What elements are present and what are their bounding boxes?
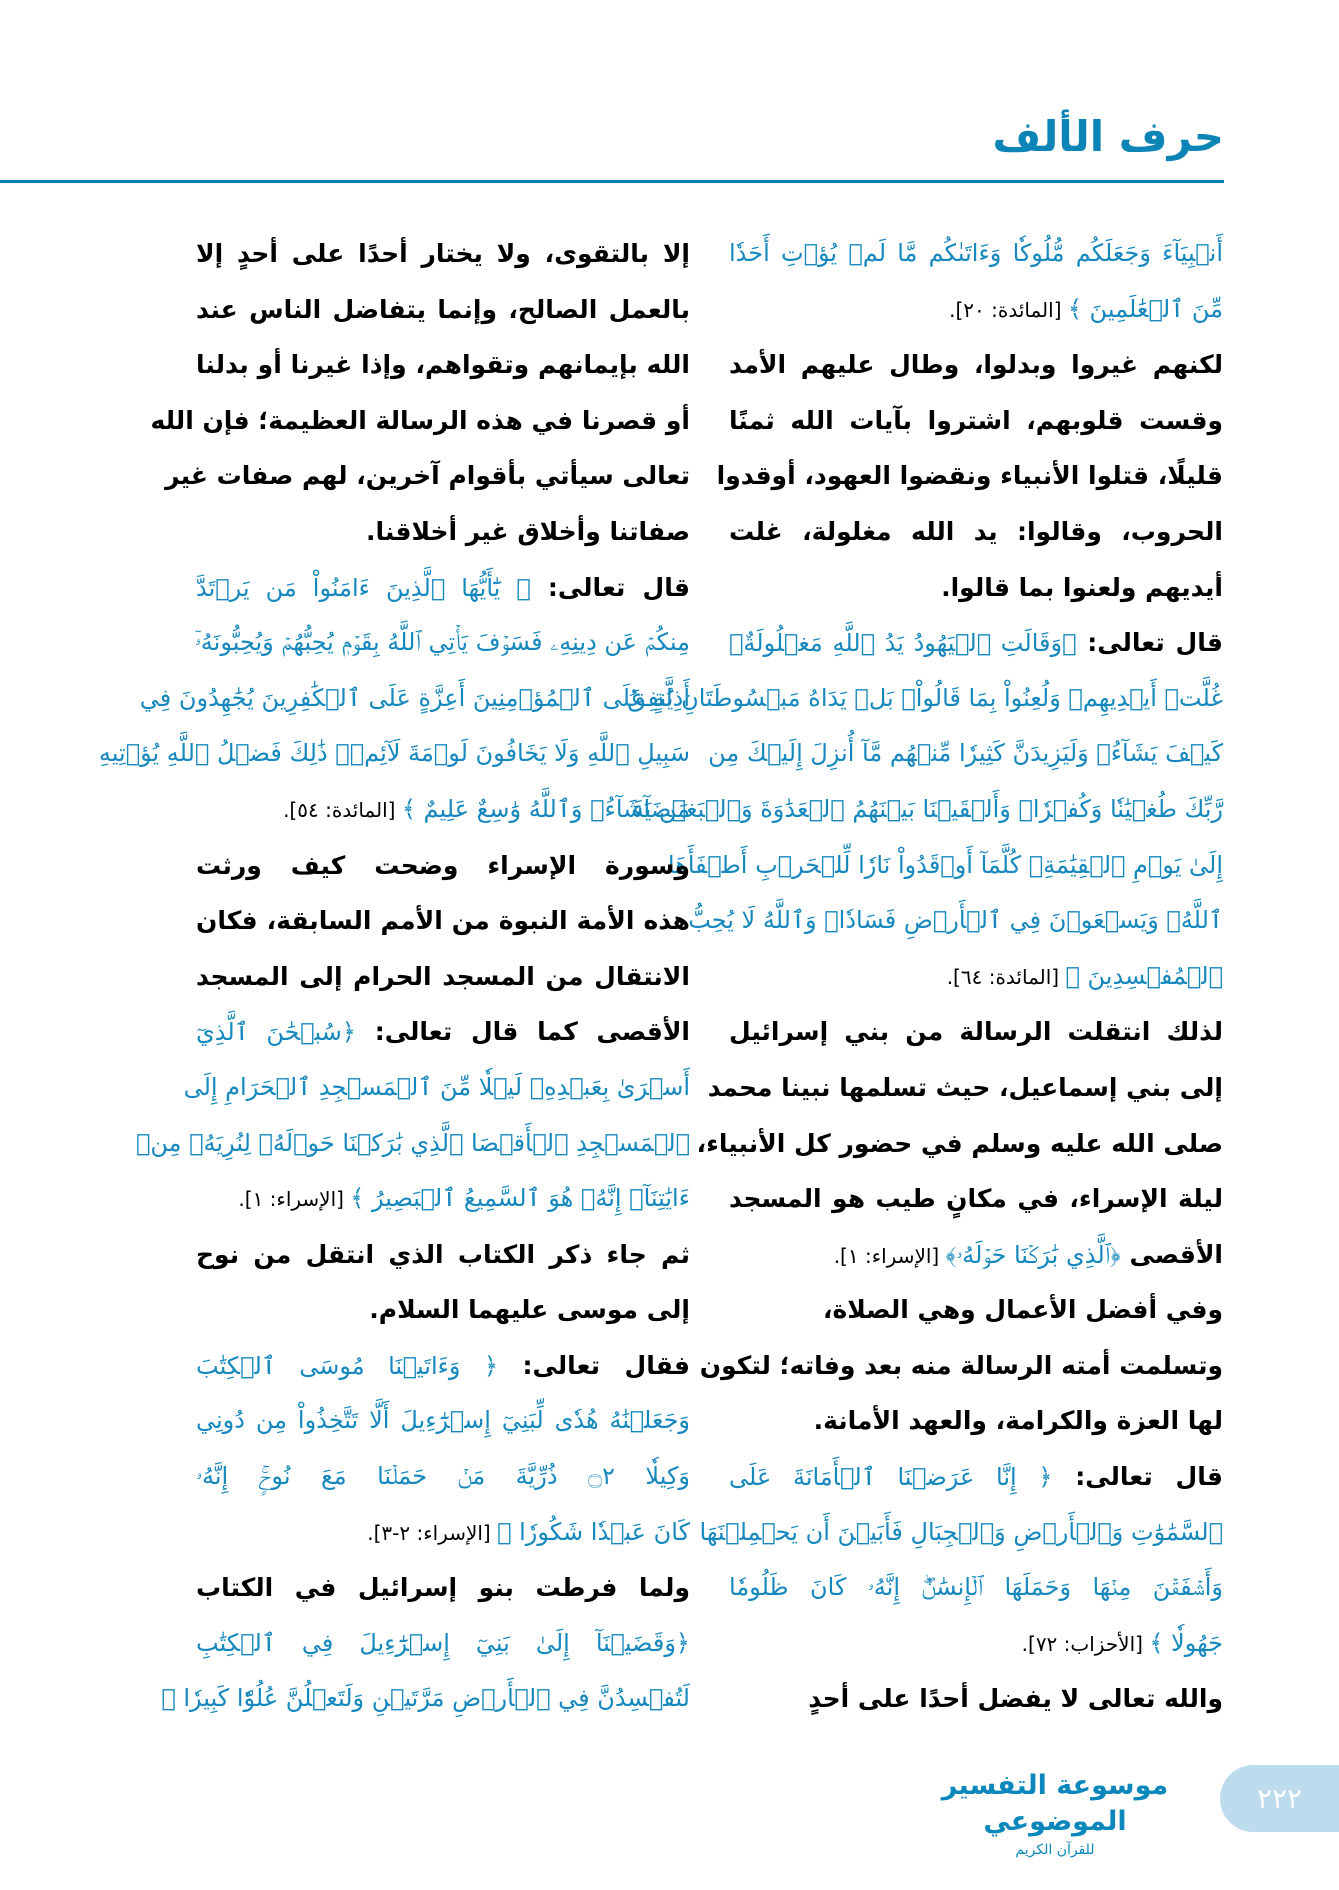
verse-reference: [الأحزاب: ٧٢]. <box>1021 1631 1150 1656</box>
text-line <box>627 671 1223 727</box>
body-text: الله بإيمانهم وتقواهم، وإذا غيرنا أو بدلنا <box>196 350 690 380</box>
text-line <box>729 1393 1223 1449</box>
quran-verse: جَهُولٗا ﴾ <box>1149 1628 1223 1657</box>
body-text: قال تعالى: <box>1052 1462 1223 1492</box>
verse-reference: [المائدة: ٦٤]. <box>946 964 1066 989</box>
text-line <box>136 1116 690 1172</box>
quran-verse: ﴿وَقَضَيۡنَآ إِلَىٰ بَنِيٓ إِسۡرَٰٓءِيلَ فِي ٱلۡكِتَٰبِ <box>196 1628 690 1657</box>
text-line <box>729 226 1223 282</box>
verse-reference: [الإسراء: ٢-٣]. <box>367 1520 498 1545</box>
quran-verse: ﴿ وَءَاتَيۡنَا مُوسَى ٱلۡكِتَٰبَ <box>196 1351 498 1380</box>
text-line <box>196 1616 690 1672</box>
text-line <box>729 1616 1223 1672</box>
body-text: تعالى سيأتي بأقوام آخرين، لهم صفات غير <box>165 461 690 491</box>
text-line <box>729 1671 1223 1727</box>
body-text: أو قصرنا في هذه الرسالة العظيمة؛ فإن الله <box>150 405 690 435</box>
body-text: هذه الأمة النبوة من الأمم السابقة، فكان <box>196 906 690 936</box>
body-text: قال تعالى: <box>530 572 691 602</box>
logo-subtitle: للقرآن الكريم <box>1015 1842 1095 1858</box>
text-line <box>183 1060 690 1116</box>
text-line <box>729 393 1223 449</box>
text-line <box>196 560 690 616</box>
quran-verse: ﴿وَقَالَتِ ٱلۡيَهُودُ يَدُ ٱللَّهِ مَغۡلُولَةٌۚ <box>729 629 1077 658</box>
text-line <box>729 949 1223 1005</box>
quran-verse: ﴿سُبۡحَٰنَ ٱلَّذِيٓ <box>196 1018 356 1047</box>
text-line <box>196 1393 690 1449</box>
quran-verse: ٱلۡمَسۡجِدِ ٱلۡأَقۡصَا ٱلَّذِي بَٰرَكۡنَا حَوۡلَهُۥ لِنُرِيَهُۥ مِنۡ <box>136 1128 690 1157</box>
text-line <box>196 615 690 671</box>
quran-verse: رَّبِّكَ طُغۡيَٰنٗا وَكُفۡرٗاۚ وَأَلۡقَيۡنَا بَيۡنَهُمُ ٱلۡعَدَٰوَةَ وَٱلۡبَغۡضَآءَ <box>632 794 1223 823</box>
text-line <box>699 1505 1223 1561</box>
verse-reference: [الإسراء: ١]. <box>833 1243 946 1268</box>
text-line <box>729 1560 1223 1616</box>
right-column <box>627 226 1223 1727</box>
body-text: إلا بالتقوى، ولا يختار أحدًا على أحدٍ إلا <box>196 239 690 268</box>
text-line <box>729 1227 1223 1283</box>
body-text: لها العزة والكرامة، والعهد الأمانة. <box>813 1406 1223 1436</box>
text-line <box>139 671 690 727</box>
chapter-title: حرف الألف <box>992 112 1224 161</box>
body-text: وقست قلوبهم، اشتروا بآيات الله ثمنًا <box>729 405 1223 435</box>
text-line <box>196 1282 690 1338</box>
quran-verse: ﴿ٱلَّذِي بَٰرَكۡنَا حَوۡلَهُۥ﴾ <box>945 1240 1121 1269</box>
text-line <box>196 1004 690 1060</box>
body-text: قليلًا، قتلوا الأنبياء ونقضوا العهود، أوقدوا <box>716 461 1223 491</box>
text-line <box>729 1282 1223 1338</box>
body-text: ليلة الإسراء، في مكانٍ طيب هو المسجد <box>729 1184 1223 1214</box>
quran-verse: ٱللَّهُۚ وَيَسۡعَوۡنَ فِي ٱلۡأَرۡضِ فَسَادٗاۚ وَٱللَّهُ لَا يُحِبُّ <box>688 906 1223 935</box>
text-line <box>196 949 690 1005</box>
page-number: ٢٢٢ <box>1220 1765 1339 1832</box>
text-line <box>150 393 690 449</box>
text-line <box>196 504 690 560</box>
text-line <box>196 1227 690 1283</box>
text-line <box>196 893 690 949</box>
body-text: أيديهم ولعنوا بما قالوا. <box>941 572 1223 602</box>
body-text: إلى بني إسماعيل، حيث تسلمها نبينا محمد <box>707 1072 1223 1102</box>
text-line <box>729 560 1223 616</box>
text-line <box>696 1116 1223 1172</box>
text-line <box>729 1449 1223 1505</box>
body-text: صلى الله عليه وسلم في حضور كل الأنبياء، <box>696 1128 1223 1158</box>
verse-reference: [المائدة: ٢٠]. <box>949 297 1068 322</box>
body-text: والله تعالى لا يفضل أحدًا على أحدٍ <box>808 1684 1223 1714</box>
quran-verse: أَسۡرَىٰ بِعَبۡدِهِۦ لَيۡلٗا مِّنَ ٱلۡمَسۡجِدِ ٱلۡحَرَامِ إِلَى <box>183 1072 690 1101</box>
text-line <box>699 1338 1223 1394</box>
quran-verse: كَيۡفَ يَشَآءُۚ وَلَيَزِيدَنَّ كَثِيرٗا مِّنۡهُم مَّآ أُنزِلَ إِلَيۡكَ مِن <box>708 739 1223 768</box>
body-text: بالعمل الصالح، وإنما يتفاضل الناس عند <box>196 294 690 324</box>
body-text: إلى موسى عليهما السلام. <box>369 1295 690 1325</box>
quran-verse: مِّنَ ٱلۡعَٰلَمِينَ ﴾ <box>1067 294 1223 323</box>
body-text: الأقصى <box>1120 1239 1223 1269</box>
text-line <box>688 893 1223 949</box>
body-text: فقال تعالى: <box>497 1350 690 1380</box>
quran-verse: وَأَشۡفَقۡنَ مِنۡهَا وَحَمَلَهَا ٱلۡإِنسَٰنُۖ إِنَّهُۥ كَانَ ظَلُومٗا <box>729 1573 1223 1602</box>
text-line <box>632 782 1223 838</box>
quran-verse: ءَايَٰتِنَآۚ إِنَّهُۥ هُوَ ٱلسَّمِيعُ ٱلۡبَصِيرُ ﴾ <box>350 1184 690 1213</box>
text-line <box>196 1338 690 1394</box>
body-text: وتسلمت أمته الرسالة منه بعد وفاته؛ لتكون <box>699 1350 1223 1380</box>
quran-verse: ﴿ إِنَّا عَرَضۡنَا ٱلۡأَمَانَةَ عَلَى <box>729 1463 1053 1492</box>
quran-verse: وَكِيلٗا ۝٢ ذُرِّيَّةَ مَنۡ حَمَلۡنَا مَعَ نُوحٍۚ إِنَّهُۥ <box>196 1462 690 1491</box>
quran-verse: لَتُفۡسِدُنَّ فِي ٱلۡأَرۡضِ مَرَّتَيۡنِ وَلَتَعۡلُنَّ عُلُوّٗا كَبِيرٗا ﴾ <box>161 1684 690 1713</box>
body-text: قال تعالى: <box>1076 628 1223 658</box>
text-line <box>196 337 690 393</box>
body-text: صفاتنا وأخلاق غير أخلاقنا. <box>366 516 690 546</box>
text-line <box>729 1171 1223 1227</box>
quran-verse: سَبِيلِ ٱللَّهِ وَلَا يَخَافُونَ لَوۡمَةَ لَآئِمٖۚ ذَٰلِكَ فَضۡلُ ٱللَّهِ يُؤۡتِيهِ <box>98 739 690 768</box>
text-line <box>196 1505 690 1561</box>
text-line <box>196 1560 690 1616</box>
quran-verse: ٱلسَّمَٰوَٰتِ وَٱلۡأَرۡضِ وَٱلۡجِبَالِ فَأَبَيۡنَ أَن يَحۡمِلۡنَهَا <box>699 1517 1223 1546</box>
text-line <box>729 337 1223 393</box>
body-text: ثم جاء ذكر الكتاب الذي انتقل من نوح <box>196 1239 690 1269</box>
header-rule <box>0 180 1224 183</box>
text-line <box>196 1449 690 1505</box>
text-line <box>729 615 1223 671</box>
body-text: وسورة الإسراء وضحت كيف ورثت <box>196 850 690 880</box>
logo-title: موسوعة التفسير الموضوعي <box>941 1770 1169 1837</box>
body-text: ولما فرطت بنو إسرائيل في الكتاب <box>196 1573 690 1603</box>
quran-verse: ﴿ يَٰٓأَيُّهَا ٱلَّذِينَ ءَامَنُواْ مَن يَرۡتَدَّ <box>196 573 531 602</box>
text-line <box>161 1671 690 1727</box>
body-text: لكنهم غيروا وبدلوا، وطال عليهم الأمد <box>729 350 1223 380</box>
body-text: الأقصى كما قال تعالى: <box>355 1017 691 1047</box>
body-text: وفي أفضل الأعمال وهي الصلاة، <box>823 1295 1223 1325</box>
text-line <box>729 1004 1223 1060</box>
text-line <box>716 448 1223 504</box>
verse-reference: [المائدة: ٥٤]. <box>283 797 402 822</box>
text-line <box>708 726 1223 782</box>
quran-verse: مَن يَشَآءُۚ وَٱللَّهُ وَٰسِعٌ عَلِيمٌ ﴾ <box>401 794 690 823</box>
verse-reference: [الإسراء: ١]. <box>238 1187 351 1212</box>
text-line <box>196 782 690 838</box>
quran-verse: أَنۢبِيَآءَ وَجَعَلَكُم مُّلُوكٗا وَءَاتَىٰكُم مَّا لَمۡ يُؤۡتِ أَحَدٗا <box>729 239 1223 267</box>
quran-verse: وَجَعَلۡنَٰهُ هُدٗى لِّبَنِيٓ إِسۡرَٰٓءِيلَ أَلَّا تَتَّخِذُواْ مِن دُونِي <box>196 1406 690 1435</box>
text-line <box>196 226 690 282</box>
text-line <box>729 504 1223 560</box>
text-line <box>196 282 690 338</box>
text-line <box>729 282 1223 338</box>
quran-verse: كَانَ عَبۡدٗا شَكُورٗا ﴾ <box>497 1517 690 1546</box>
quran-verse: أَذِلَّةٍ عَلَى ٱلۡمُؤۡمِنِينَ أَعِزَّةٍ عَلَى ٱلۡكَٰفِرِينَ يُجَٰهِدُونَ فِي <box>139 683 690 712</box>
quran-verse: مِنكُمۡ عَن دِينِهِۦ فَسَوۡفَ يَأۡتِي ٱللَّهُ بِقَوۡمٖ يُحِبُّهُمۡ وَيُحِبُّونَهُۥٓ <box>194 628 690 657</box>
text-line <box>98 726 690 782</box>
text-line <box>667 838 1223 894</box>
body-text: لذلك انتقلت الرسالة من بني إسرائيل <box>729 1017 1223 1047</box>
text-line <box>196 1171 690 1227</box>
quran-verse: إِلَىٰ يَوۡمِ ٱلۡقِيَٰمَةِۚ كُلَّمَآ أَوۡقَدُواْ نَارٗا لِّلۡحَرۡبِ أَطۡفَأَهَا <box>667 850 1223 879</box>
text-line <box>707 1060 1223 1116</box>
encyclopedia-logo <box>930 1768 1180 1860</box>
body-text: الانتقال من المسجد الحرام إلى المسجد <box>196 961 690 991</box>
quran-verse: غُلَّتۡ أَيۡدِيهِمۡ وَلُعِنُواْ بِمَا قَالُواْۘ بَلۡ يَدَاهُ مَبۡسُوطَتَانِ يُنفِقُ <box>627 683 1223 712</box>
text-line <box>196 838 690 894</box>
left-column <box>98 226 691 1727</box>
quran-verse: ٱلۡمُفۡسِدِينَ ﴾ <box>1065 961 1223 990</box>
text-line <box>165 448 690 504</box>
body-text: الحروب، وقالوا: يد الله مغلولة، غلت <box>729 516 1223 546</box>
